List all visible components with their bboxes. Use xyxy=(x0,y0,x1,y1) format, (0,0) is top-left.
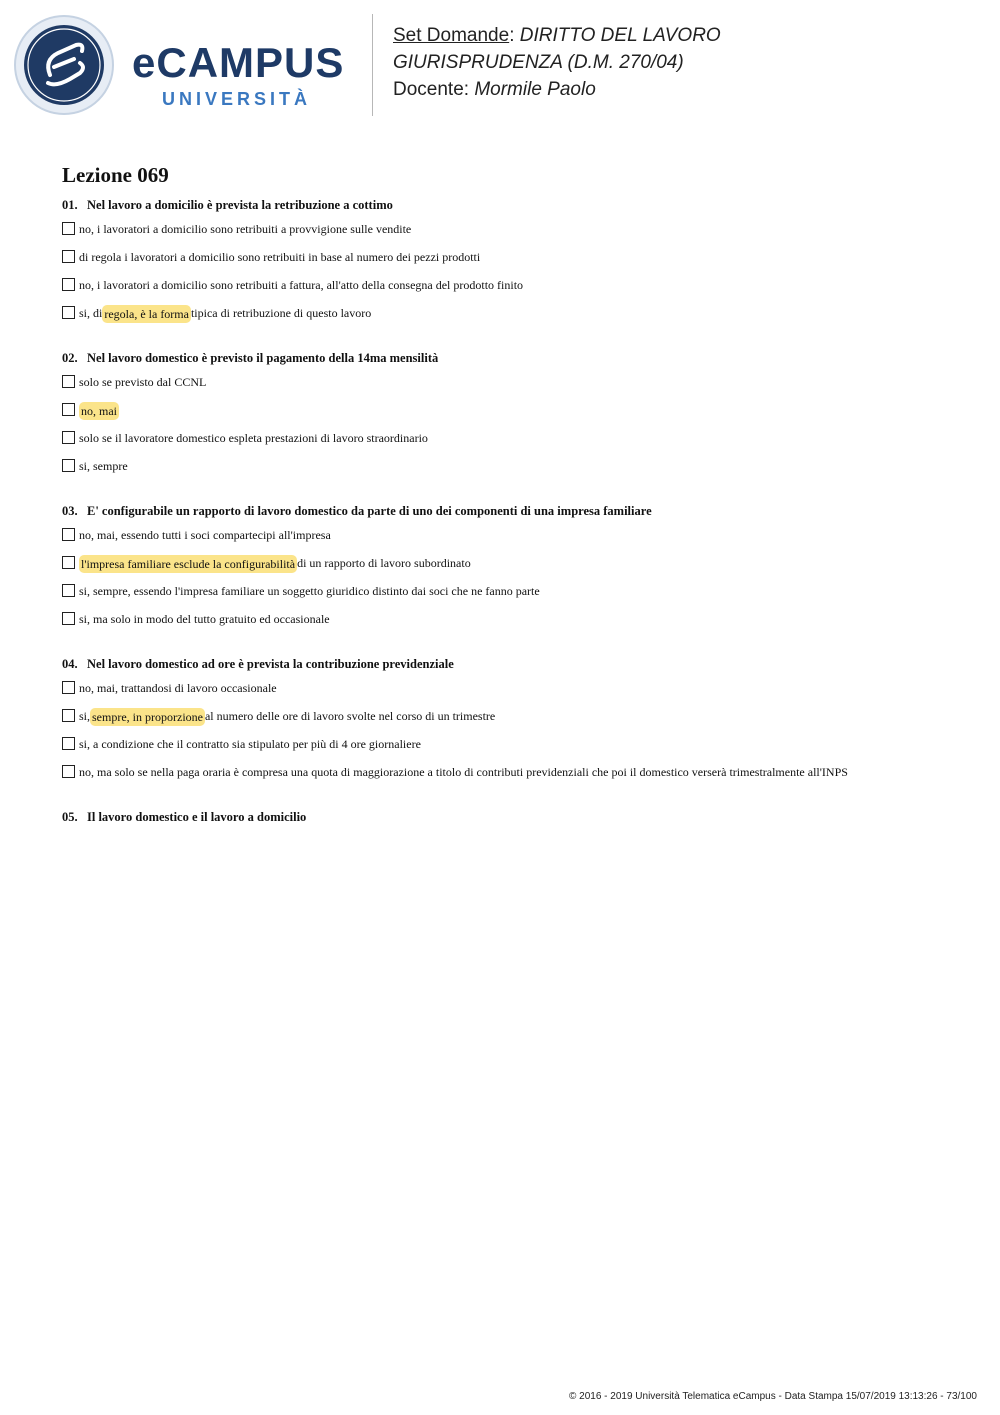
answer-checkbox[interactable] xyxy=(62,737,75,750)
answer-text: tipica di retribuzione di questo lavoro xyxy=(190,306,372,320)
page-footer: © 2016 - 2019 Università Telematica eCampus - Data Stampa 15/07/2019 13:13:26 - 73/100 xyxy=(569,1391,977,1402)
answer-text: si, xyxy=(79,709,91,723)
lesson-title: Lezione 069 xyxy=(62,163,169,187)
answer-text: si, sempre, essendo l'impresa familiare un soggetto giuridico distinto dai soci che ne fanno parte xyxy=(79,584,540,598)
set-label: Set Domande xyxy=(393,25,510,46)
header-divider xyxy=(372,14,373,116)
answer-checkbox[interactable] xyxy=(62,222,75,235)
answer-checkbox[interactable] xyxy=(62,528,75,541)
answer-highlight: no, mai xyxy=(81,404,117,418)
answer-checkbox[interactable] xyxy=(62,431,75,444)
answer-text: no, mai, trattandosi di lavoro occasionale xyxy=(79,681,277,695)
page-header xyxy=(0,0,1000,130)
answer-option[interactable] xyxy=(62,221,962,249)
answer-text: si, a condizione che il contratto sia stipulato per più di 4 ore giornaliere xyxy=(79,737,421,751)
question-number: 03. xyxy=(62,504,78,518)
answer-option[interactable] xyxy=(62,374,962,402)
answer-text: no, ma solo se nella paga oraria è compresa una quota di maggiorazione a titolo di contributi previdenziali che poi il domestico verserà trimestralmente all'INPS xyxy=(79,765,848,779)
answer-checkbox[interactable] xyxy=(62,403,75,416)
answer-text: no, i lavoratori a domicilio sono retribuiti a provvigione sulle vendite xyxy=(79,222,412,236)
answer-checkbox[interactable] xyxy=(62,306,75,319)
answer-text: si, di xyxy=(79,306,103,320)
answer-highlight: regola, è la forma xyxy=(104,307,189,321)
answer-text: no, i lavoratori a domicilio sono retribuiti a fattura, all'atto della consegna del prodotto finito xyxy=(79,278,524,292)
question-number: 05. xyxy=(62,810,78,824)
answer-text: al numero delle ore di lavoro svolte nel corso di un trimestre xyxy=(204,709,496,723)
question-label: Il lavoro domestico e il lavoro a domicilio xyxy=(87,810,307,824)
answer-option[interactable] xyxy=(62,305,962,333)
answer-option[interactable] xyxy=(62,680,962,708)
question-block xyxy=(62,197,962,333)
question-label: E' configurabile un rapporto di lavoro domestico da parte di uno dei componenti di una impresa familiare xyxy=(87,504,652,518)
answer-checkbox[interactable] xyxy=(62,278,75,291)
teacher-line xyxy=(393,76,721,103)
answer-text: di un rapporto di lavoro subordinato xyxy=(297,556,471,570)
answer-checkbox[interactable] xyxy=(62,556,75,569)
answer-option[interactable] xyxy=(62,249,962,277)
set-line: Set Domande: DIRITTO DEL LAVORO xyxy=(393,25,721,46)
question-label: Nel lavoro domestico è previsto il pagamento della 14ma mensilità xyxy=(87,351,439,365)
question-text xyxy=(62,197,962,213)
answer-text: si, ma solo in modo del tutto gratuito ed occasionale xyxy=(79,612,330,626)
question-block xyxy=(62,656,962,792)
answer-option[interactable] xyxy=(62,764,962,792)
question-block xyxy=(62,350,962,486)
question-text xyxy=(62,503,962,519)
answer-checkbox[interactable] xyxy=(62,250,75,263)
question-number: 01. xyxy=(62,198,78,212)
answer-checkbox[interactable] xyxy=(62,459,75,472)
answer-checkbox[interactable] xyxy=(62,375,75,388)
answer-option[interactable] xyxy=(62,527,962,555)
teacher-name: Mormile Paolo xyxy=(474,79,596,100)
question-label: Nel lavoro domestico ad ore è prevista la contribuzione previdenziale xyxy=(87,657,454,671)
answer-text: si, sempre xyxy=(79,459,128,473)
answer-checkbox[interactable] xyxy=(62,681,75,694)
header-info xyxy=(393,22,721,103)
ecampus-wordmark: eCAMPUS UNIVERSITÀ xyxy=(132,39,345,109)
subject: DIRITTO DEL LAVORO xyxy=(519,25,721,46)
answer-option[interactable] xyxy=(62,458,962,486)
question-text xyxy=(62,809,962,825)
answer-option[interactable] xyxy=(62,708,962,736)
answer-option[interactable] xyxy=(62,611,962,639)
answer-highlight: sempre, in proporzione xyxy=(92,710,203,724)
answer-option[interactable] xyxy=(62,277,962,305)
answer-text: no, mai, essendo tutti i soci compartecipi all'impresa xyxy=(79,528,331,542)
answer-text: solo se il lavoratore domestico espleta prestazioni di lavoro straordinario xyxy=(79,431,428,445)
question-number: 04. xyxy=(62,657,78,671)
question-block xyxy=(62,503,962,639)
ecampus-seal-logo xyxy=(14,15,114,115)
question-list xyxy=(62,197,962,842)
answer-checkbox[interactable] xyxy=(62,612,75,625)
answer-option[interactable] xyxy=(62,402,962,430)
question-number: 02. xyxy=(62,351,78,365)
answer-checkbox[interactable] xyxy=(62,584,75,597)
question-label: Nel lavoro a domicilio è prevista la retribuzione a cottimo xyxy=(87,198,393,212)
program: GIURISPRUDENZA (D.M. 270/04) xyxy=(393,52,684,73)
question-text xyxy=(62,656,962,672)
answer-option[interactable] xyxy=(62,430,962,458)
question-text xyxy=(62,350,962,366)
teacher-label: Docente: xyxy=(393,79,470,100)
answer-checkbox[interactable] xyxy=(62,765,75,778)
answer-option[interactable] xyxy=(62,555,962,583)
answer-text: solo se previsto dal CCNL xyxy=(79,375,207,389)
answer-highlight: l'impresa familiare esclude la configurabilità xyxy=(81,557,296,571)
answer-option[interactable] xyxy=(62,583,962,611)
answer-option[interactable] xyxy=(62,736,962,764)
question-block xyxy=(62,809,962,825)
answer-text: di regola i lavoratori a domicilio sono retribuiti in base al numero dei pezzi prodotti xyxy=(79,250,481,264)
answer-checkbox[interactable] xyxy=(62,709,75,722)
